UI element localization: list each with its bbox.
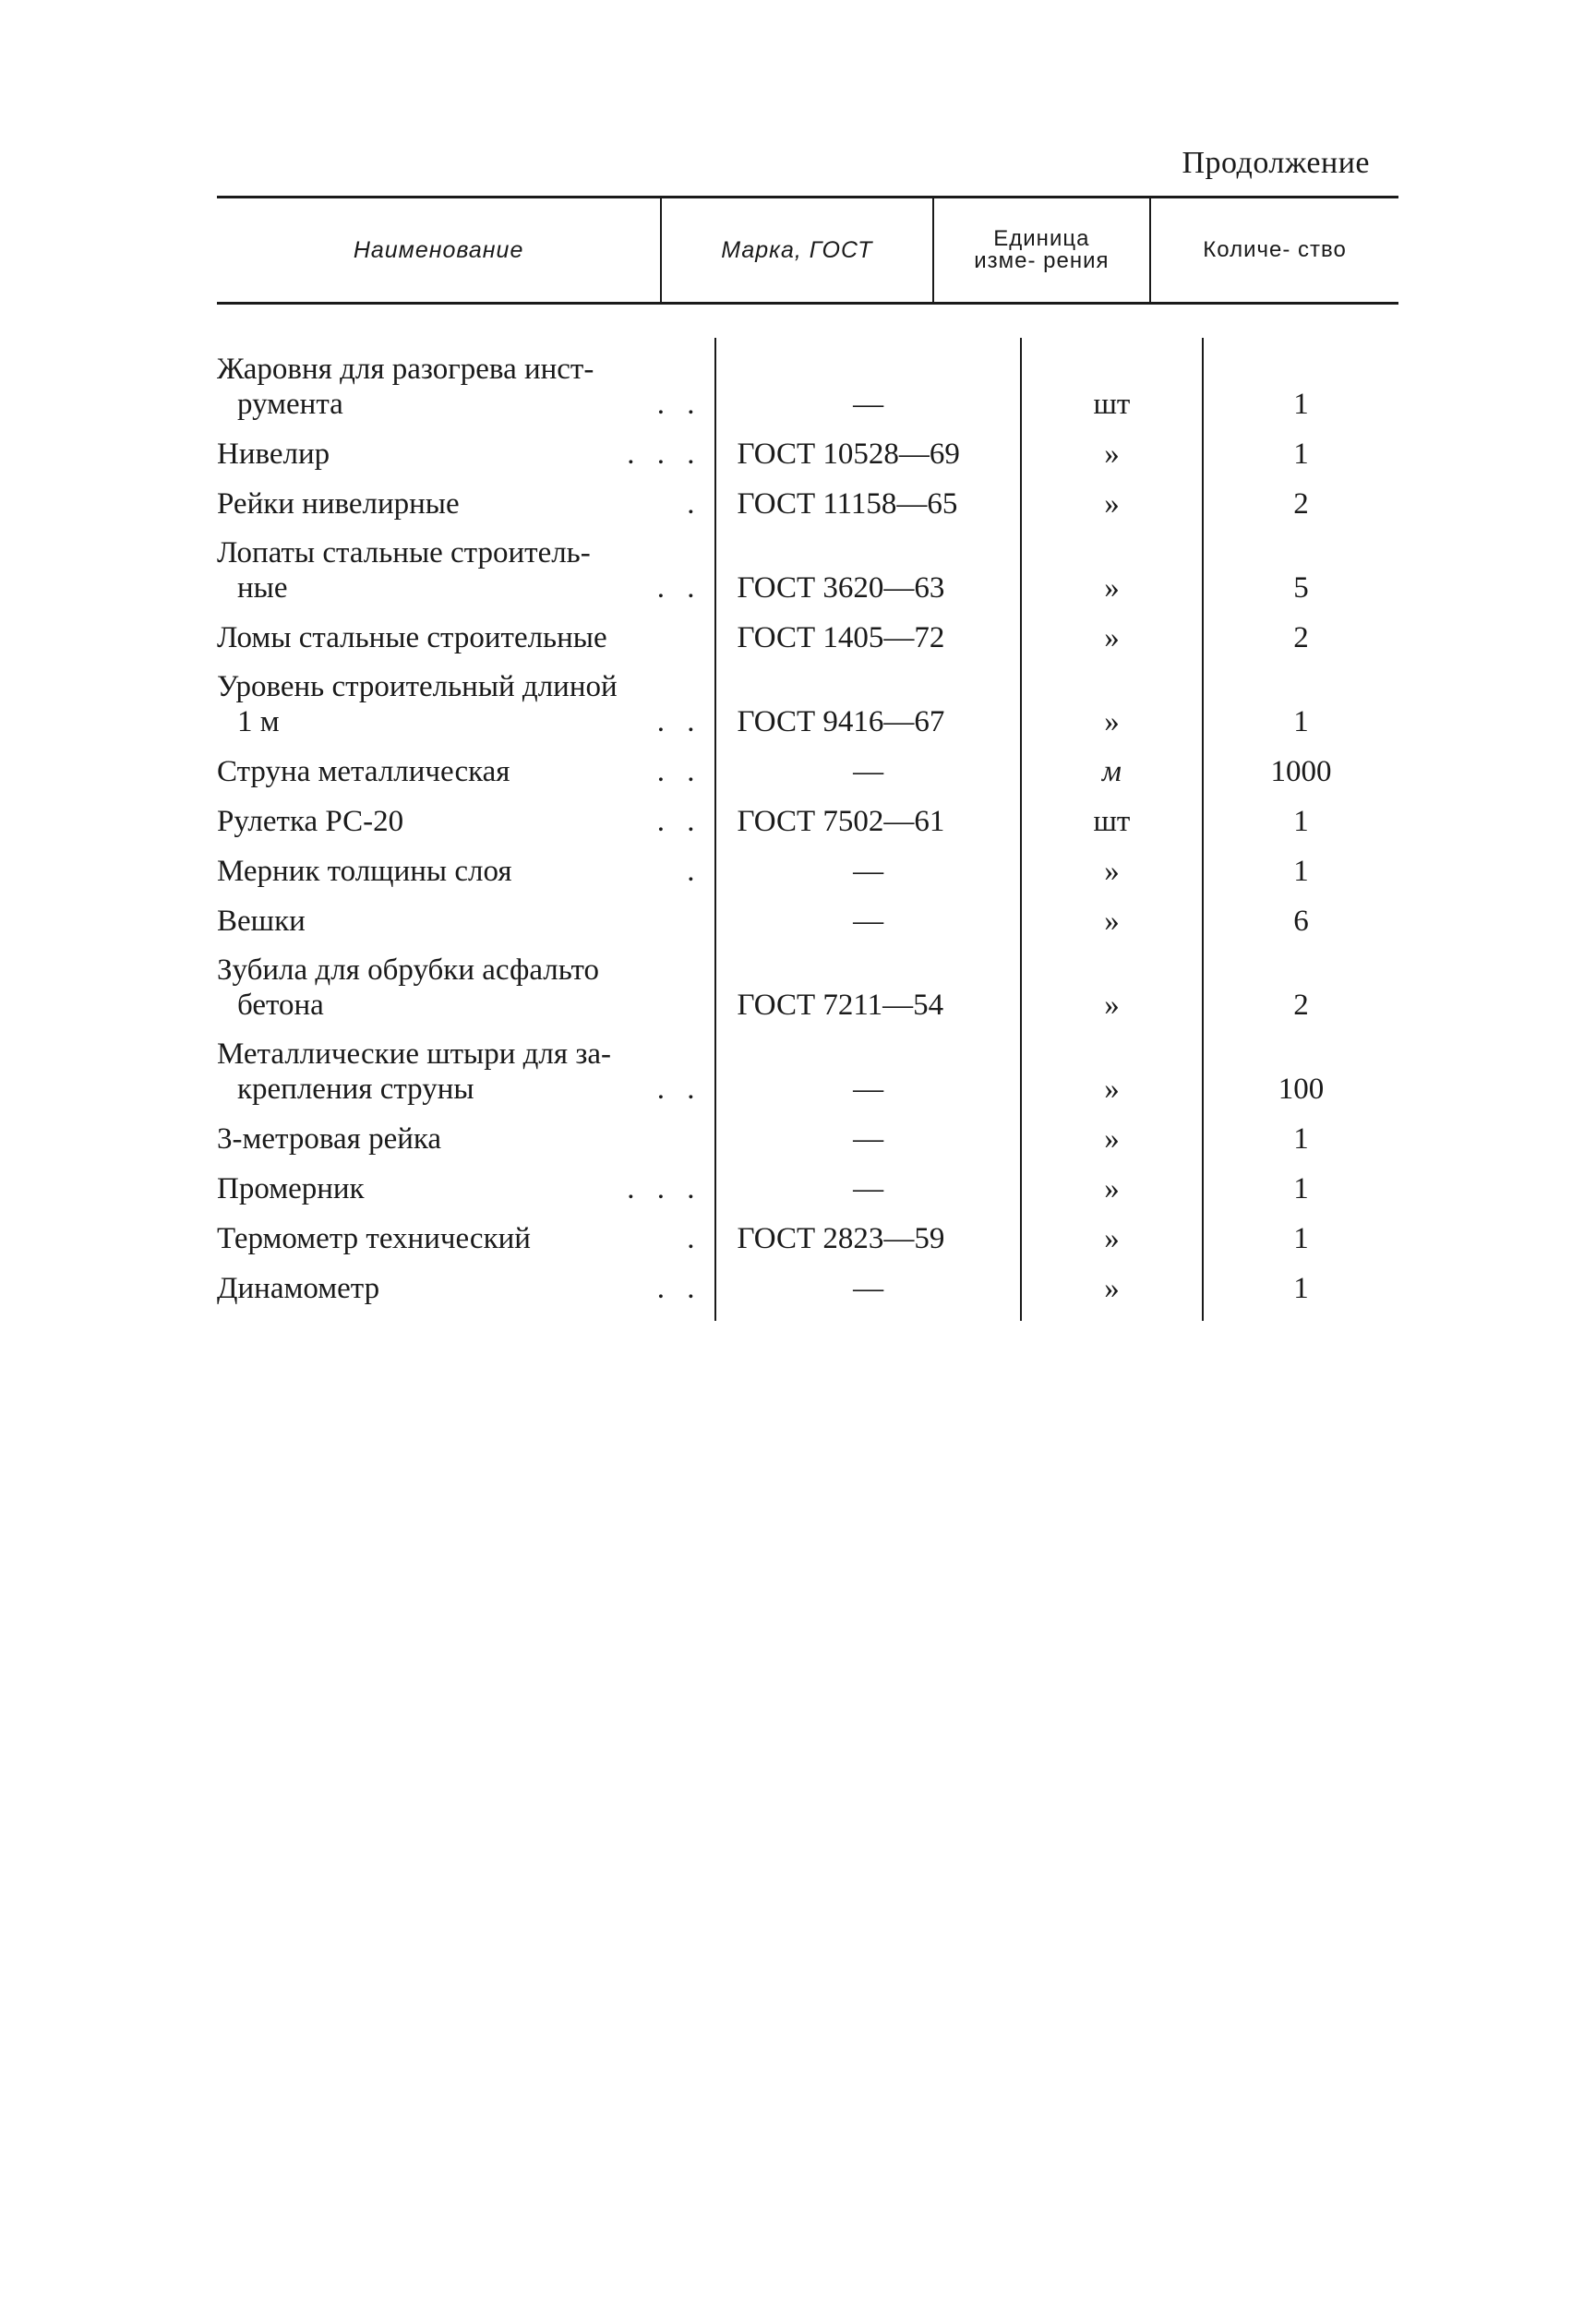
row-qty: 1 [1293, 1272, 1309, 1305]
row-name-cell [217, 939, 714, 1023]
row-qty: 1 [1293, 1222, 1309, 1255]
row-qty: 100 [1278, 1073, 1325, 1106]
row-name-text [217, 486, 702, 522]
row-name: 3-метровая рейка [217, 1122, 442, 1156]
row-name: Ломы стальные строительные [217, 621, 607, 654]
row-unit: » [1104, 621, 1120, 654]
row-name-line1: Уровень строительный длиной [217, 670, 618, 703]
row-name-cell [217, 338, 714, 422]
row-leader-dots: . . . [627, 438, 702, 471]
row-name-cell [217, 522, 714, 605]
row-name-cell [217, 422, 714, 472]
row-name: Динамометр [217, 1272, 380, 1305]
row-name-cell [217, 472, 714, 522]
row-unit: » [1104, 705, 1120, 738]
row-name-text [217, 1121, 702, 1157]
row-name-text [217, 1037, 702, 1107]
row-unit: » [1104, 1172, 1120, 1205]
row-name-cell [217, 739, 714, 789]
row-name-line1: Металлические штыри для за- [217, 1037, 611, 1071]
table-body [217, 305, 1398, 1321]
row-unit: » [1104, 1272, 1120, 1305]
row-name-line1: Зубила для обрубки асфальто [217, 953, 600, 987]
row-name-line2: крепления струны [237, 1073, 474, 1106]
row-unit: м [1101, 755, 1122, 788]
header-unit: Единица изме- рения [932, 198, 1150, 302]
column-gost [714, 338, 1019, 1321]
row-gost: — [853, 1172, 884, 1205]
row-name: Рейки нивелирные [217, 487, 460, 521]
row-name-cell [217, 1023, 714, 1107]
row-name-text [217, 804, 702, 839]
row-name-line2: ные [237, 571, 288, 605]
row-gost: ГОСТ 9416—67 [737, 705, 945, 738]
row-gost: ГОСТ 10528—69 [737, 438, 960, 471]
row-qty: 1 [1293, 438, 1309, 471]
row-leader-dots: . . [656, 705, 702, 738]
row-name-text [217, 1271, 702, 1306]
header-qty: Количе- ство [1149, 198, 1398, 302]
row-qty: 1 [1293, 388, 1309, 421]
row-name-line1: Жаровня для разогрева инст- [217, 353, 594, 386]
row-name-text [217, 669, 702, 739]
column-unit [1020, 338, 1202, 1321]
row-qty: 1000 [1270, 755, 1332, 788]
row-leader-dots: . . [656, 1272, 702, 1305]
row-name: Мерник толщины слоя [217, 855, 512, 888]
row-name: Термометр технический [217, 1222, 531, 1255]
row-name-text [217, 953, 702, 1023]
row-unit: » [1104, 571, 1120, 605]
row-qty: 5 [1293, 571, 1309, 605]
row-qty: 6 [1293, 905, 1309, 938]
row-name-line2-wrap [217, 387, 702, 422]
row-name-text [217, 352, 702, 422]
row-name-line2-wrap [217, 704, 702, 739]
row-unit: » [1104, 487, 1120, 521]
row-qty: 1 [1293, 1172, 1309, 1205]
row-name: Вешки [217, 905, 306, 938]
header-gost: Марка, ГОСТ [660, 198, 931, 302]
row-name: Промерник [217, 1172, 365, 1205]
row-name-text [217, 1221, 702, 1256]
row-qty: 2 [1293, 487, 1309, 521]
row-gost: — [853, 1272, 884, 1305]
row-name-text [217, 620, 702, 655]
row-name: Нивелир [217, 438, 330, 471]
row-qty: 2 [1293, 989, 1309, 1022]
row-leader-dots: . . [656, 805, 702, 838]
row-name: Струна металлическая [217, 755, 510, 788]
row-gost: — [853, 755, 884, 788]
row-gost: — [853, 1073, 884, 1106]
row-unit: шт [1093, 805, 1131, 838]
row-gost: ГОСТ 11158—65 [737, 487, 958, 521]
equipment-table [217, 196, 1398, 1321]
row-unit: » [1104, 989, 1120, 1022]
row-unit: » [1104, 1122, 1120, 1156]
row-name-text [217, 437, 702, 472]
row-name: Рулетка РС-20 [217, 805, 404, 838]
row-gost: ГОСТ 7502—61 [737, 805, 945, 838]
row-gost: ГОСТ 1405—72 [737, 621, 945, 654]
row-gost: ГОСТ 2823—59 [737, 1222, 945, 1255]
table-header-row [217, 198, 1398, 305]
row-name-line2-wrap [217, 988, 702, 1023]
row-leader-dots: . . [656, 1073, 702, 1106]
row-name-text [217, 1171, 702, 1206]
continuation-caption: Продолжение [1182, 146, 1370, 180]
row-name-cell [217, 1256, 714, 1306]
row-qty: 1 [1293, 1122, 1309, 1156]
row-qty: 1 [1293, 705, 1309, 738]
row-name-cell [217, 605, 714, 655]
row-name-line2: бетона [237, 989, 324, 1022]
row-name-text [217, 754, 702, 789]
row-unit: » [1104, 1073, 1120, 1106]
row-leader-dots: . . [656, 388, 702, 421]
row-leader-dots: . . . [627, 1172, 702, 1205]
row-name-line2-wrap [217, 1072, 702, 1107]
row-leader-dots: . [687, 855, 702, 888]
row-leader-dots: . . [656, 755, 702, 788]
row-qty: 2 [1293, 621, 1309, 654]
row-unit: » [1104, 905, 1120, 938]
row-name-cell [217, 789, 714, 839]
column-name [217, 338, 714, 1321]
row-gost: — [853, 388, 884, 421]
row-name-line2-wrap [217, 570, 702, 605]
row-name-cell [217, 889, 714, 939]
row-name-line2: 1 м [237, 705, 280, 738]
row-unit: шт [1093, 388, 1131, 421]
row-gost: — [853, 855, 884, 888]
row-name-line1: Лопаты стальные строитель- [217, 536, 591, 570]
row-gost: ГОСТ 7211—54 [737, 989, 944, 1022]
row-gost: — [853, 905, 884, 938]
row-name-text [217, 854, 702, 889]
row-unit: » [1104, 438, 1120, 471]
row-leader-dots: . . [656, 571, 702, 605]
row-name-cell [217, 1206, 714, 1256]
column-qty [1202, 338, 1398, 1321]
row-name-cell [217, 1107, 714, 1157]
row-name-cell [217, 839, 714, 889]
header-name: Наименование [353, 237, 524, 263]
row-gost: — [853, 1122, 884, 1156]
row-unit: » [1104, 1222, 1120, 1255]
row-qty: 1 [1293, 805, 1309, 838]
row-qty: 1 [1293, 855, 1309, 888]
row-name-cell [217, 655, 714, 739]
row-unit: » [1104, 855, 1120, 888]
row-name-text [217, 904, 702, 939]
row-name-text [217, 535, 702, 605]
row-gost: ГОСТ 3620—63 [737, 571, 945, 605]
row-leader-dots: . [687, 487, 702, 521]
row-name-line2: румента [237, 388, 343, 421]
row-name-cell [217, 1157, 714, 1206]
row-leader-dots: . [687, 1222, 702, 1255]
